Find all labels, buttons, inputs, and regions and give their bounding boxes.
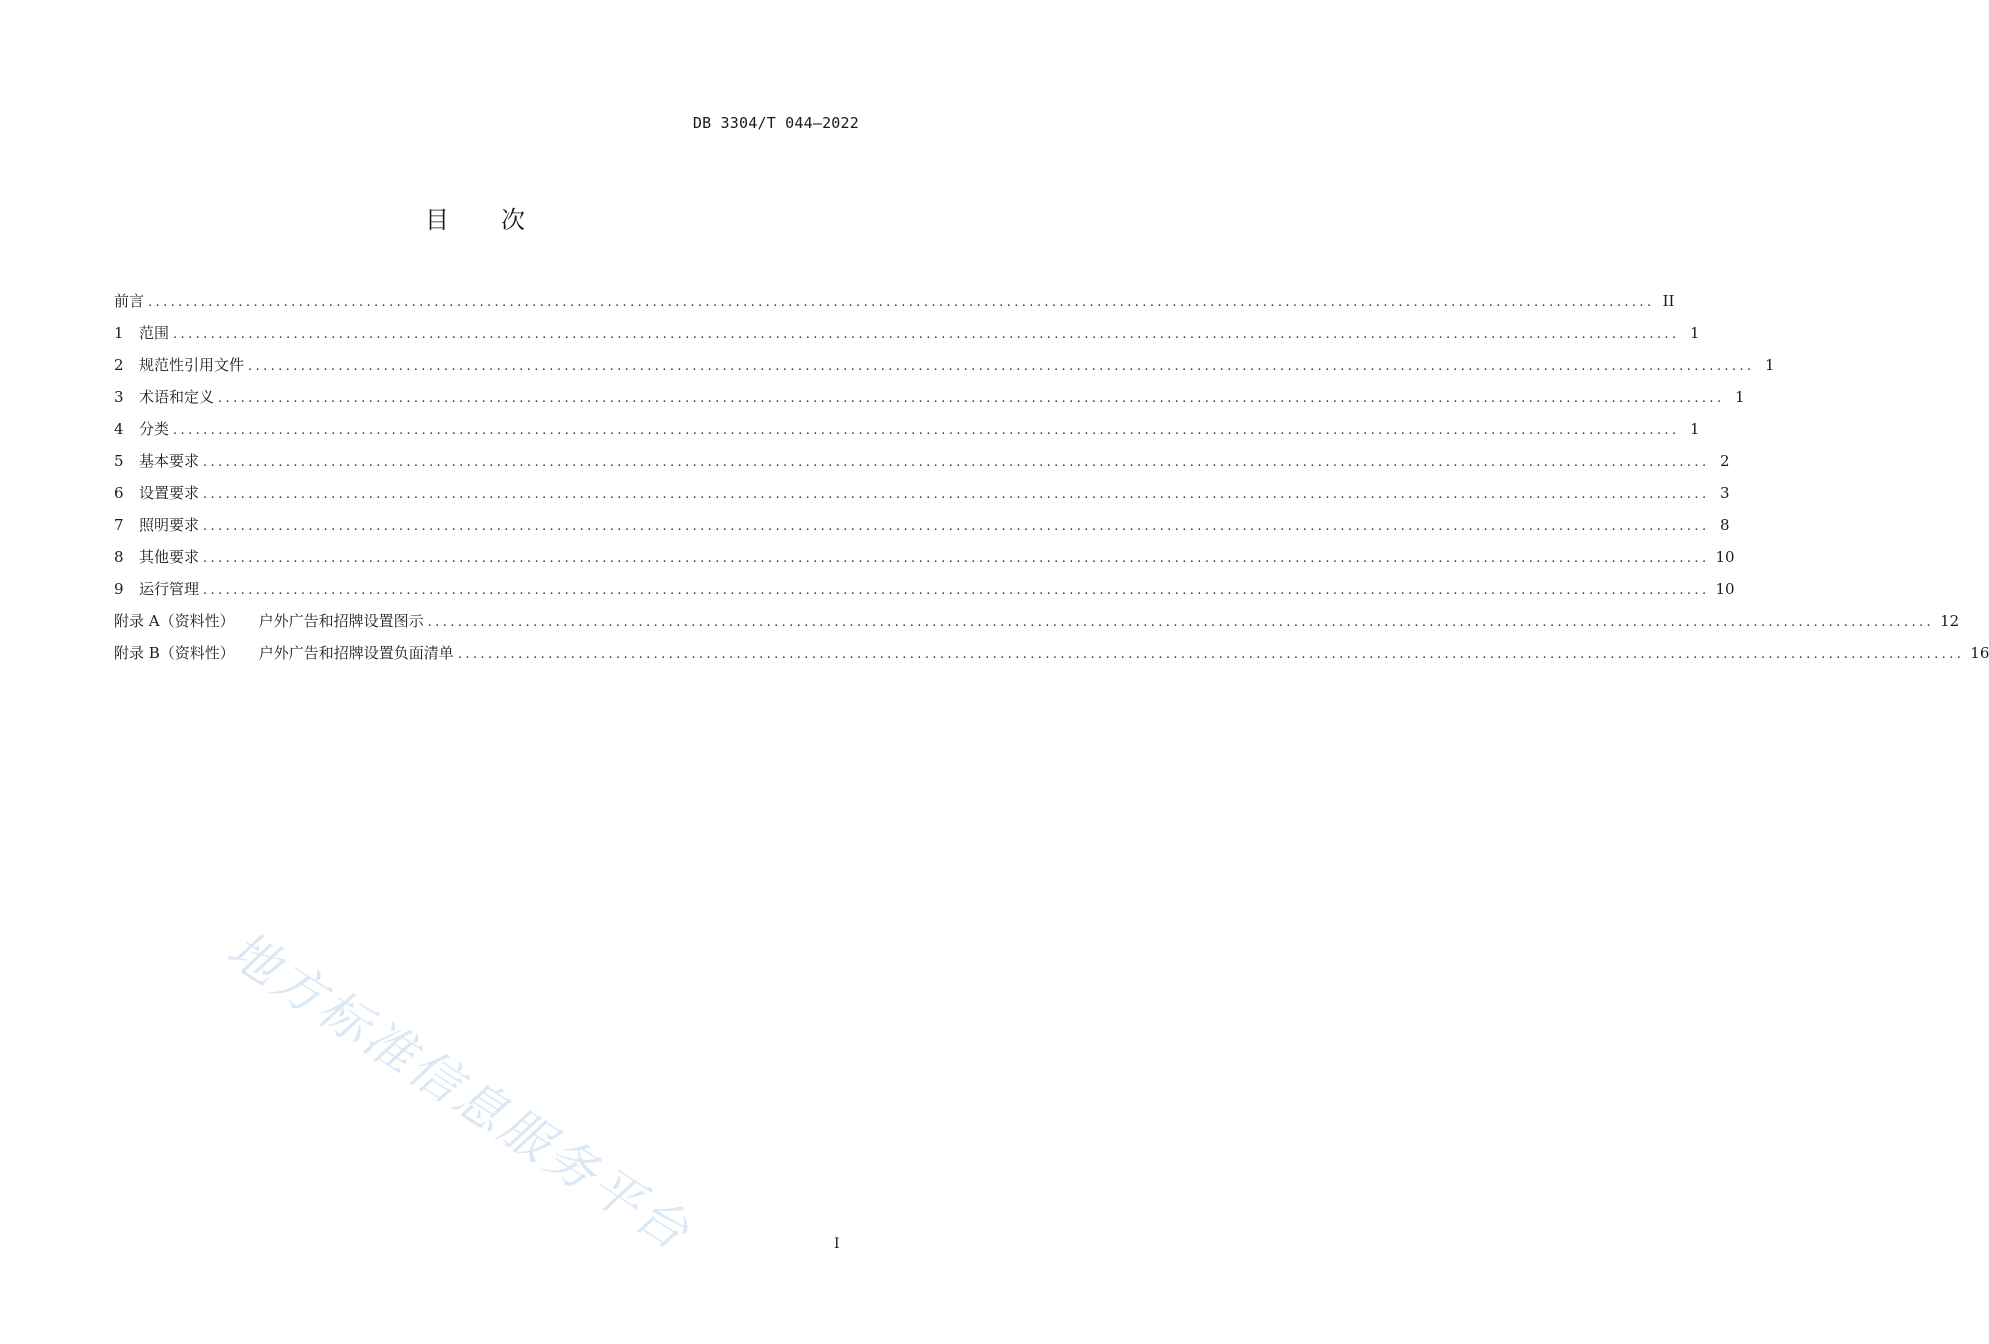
toc-entry[interactable] <box>114 413 1700 445</box>
toc-entry-label: 分类 <box>139 420 170 438</box>
toc-entry[interactable] <box>114 317 1700 349</box>
page-title: 目次 <box>425 206 577 234</box>
table-of-contents <box>114 285 1989 669</box>
toc-entry-label: 范围 <box>139 324 170 342</box>
toc-entry-subtitle: 户外广告和招牌设置图示 <box>258 612 424 630</box>
toc-entry-number: 5 <box>114 452 124 470</box>
toc-entry[interactable] <box>114 541 1735 573</box>
toc-dot-leader: ........................................................................................................................................................................................................ <box>203 519 1710 534</box>
toc-entry[interactable] <box>114 477 1730 509</box>
toc-dot-leader: ........................................................................................................................................................................................................ <box>427 615 1935 630</box>
toc-entry-page: 12 <box>1940 612 1960 630</box>
toc-entry[interactable] <box>114 605 1960 637</box>
toc-entry[interactable] <box>114 349 1775 381</box>
toc-entry-number: 8 <box>114 548 124 566</box>
toc-entry-number: 2 <box>114 356 124 374</box>
toc-entry-page: II <box>1662 292 1675 310</box>
toc-entry-page: 2 <box>1719 452 1730 470</box>
toc-entry-page: 1 <box>1734 388 1745 406</box>
toc-entry-page: 10 <box>1715 548 1735 566</box>
toc-entry-number: 7 <box>114 516 124 534</box>
toc-dot-leader: ........................................................................................................................................................................................................ <box>203 455 1710 470</box>
toc-entry-page: 1 <box>1764 356 1775 374</box>
toc-entry-number: 4 <box>114 420 124 438</box>
toc-entry[interactable] <box>114 285 1675 317</box>
document-code: DB 3304/T 044—2022 <box>692 114 859 132</box>
toc-entry-label: 术语和定义 <box>139 388 215 406</box>
toc-entry-page: 10 <box>1715 580 1735 598</box>
toc-dot-leader: ........................................................................................................................................................................................................ <box>203 583 1710 598</box>
toc-entry[interactable] <box>114 573 1735 605</box>
toc-entry-label: 基本要求 <box>139 452 200 470</box>
toc-dot-leader: ........................................................................................................................................................................................................ <box>173 327 1680 342</box>
toc-dot-leader: ........................................................................................................................................................................................................ <box>173 423 1680 438</box>
toc-entry-label: 附录 B（资料性） <box>114 644 235 662</box>
toc-entry-page: 1 <box>1689 324 1700 342</box>
toc-entry-page: 16 <box>1970 644 1989 662</box>
toc-entry[interactable] <box>114 381 1745 413</box>
toc-entry-label: 前言 <box>114 292 145 310</box>
toc-entry-label: 运行管理 <box>139 580 200 598</box>
toc-entry-number: 9 <box>114 580 124 598</box>
toc-dot-leader: ........................................................................................................................................................................................................ <box>203 487 1710 502</box>
page-number: I <box>834 1236 840 1252</box>
toc-dot-leader: ........................................................................................................................................................................................................ <box>457 647 1965 662</box>
toc-dot-leader: ........................................................................................................................................................................................................ <box>203 551 1710 566</box>
toc-entry-page: 3 <box>1719 484 1730 502</box>
toc-entry-label: 设置要求 <box>139 484 200 502</box>
toc-entry[interactable] <box>114 445 1730 477</box>
toc-entry-subtitle: 户外广告和招牌设置负面清单 <box>258 644 454 662</box>
toc-entry-page: 1 <box>1689 420 1700 438</box>
toc-dot-leader: ........................................................................................................................................................................................................ <box>248 359 1755 374</box>
toc-dot-leader: ........................................................................................................................................................................................................ <box>148 295 1655 310</box>
toc-entry[interactable] <box>114 637 1989 669</box>
toc-dot-leader: ........................................................................................................................................................................................................ <box>218 391 1725 406</box>
toc-entry[interactable] <box>114 509 1730 541</box>
toc-entry-number: 6 <box>114 484 124 502</box>
toc-entry-number: 1 <box>114 324 124 342</box>
toc-entry-page: 8 <box>1719 516 1730 534</box>
toc-entry-label: 其他要求 <box>139 548 200 566</box>
watermark: 地方标准信息服务平台 <box>217 920 702 1263</box>
toc-entry-label: 照明要求 <box>139 516 200 534</box>
toc-entry-label: 附录 A（资料性） <box>114 612 235 630</box>
toc-entry-label: 规范性引用文件 <box>139 356 245 374</box>
toc-entry-number: 3 <box>114 388 124 406</box>
